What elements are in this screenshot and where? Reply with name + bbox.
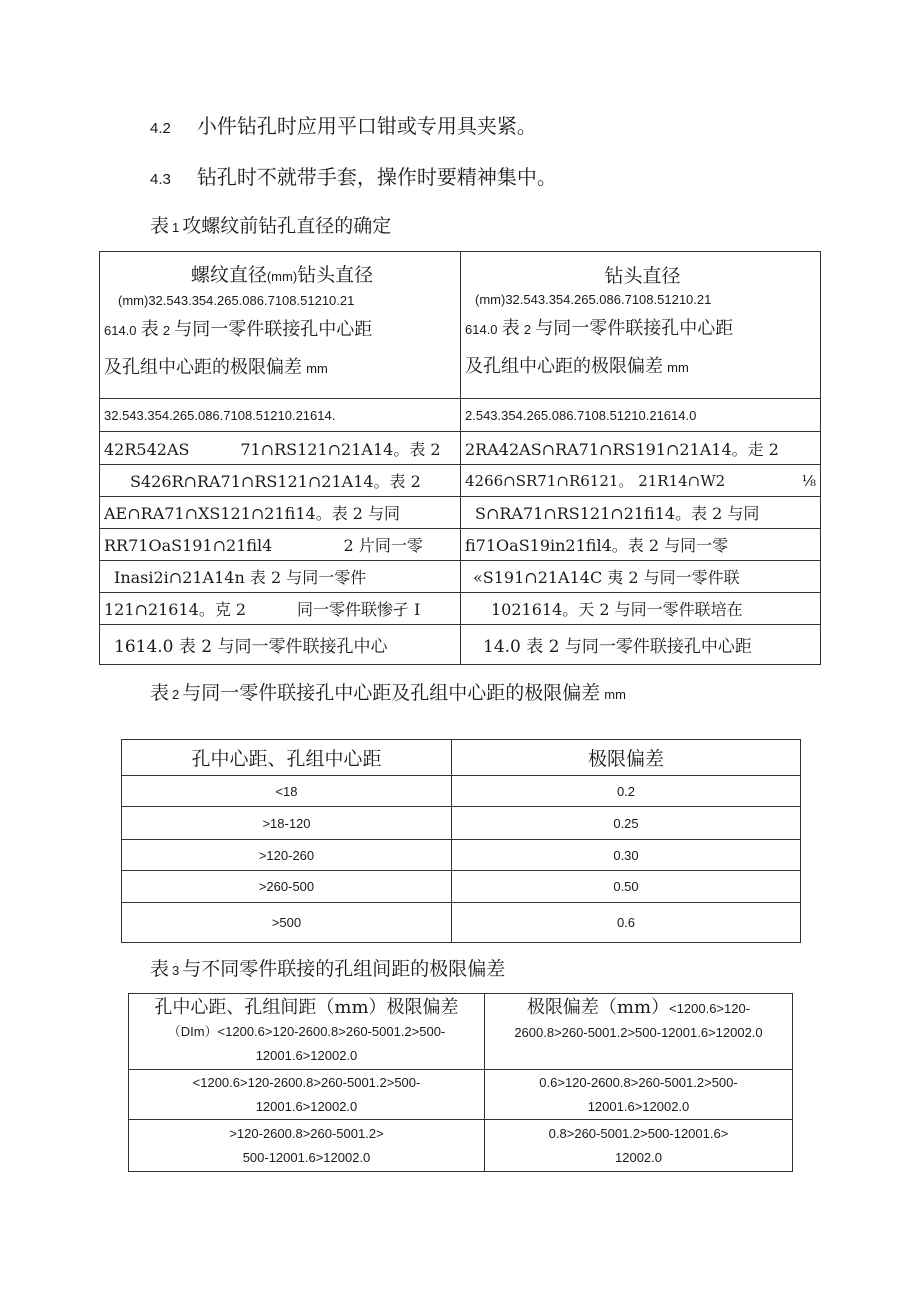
title-unit: (mm): [266, 269, 298, 284]
column-header: 极限偏差: [452, 740, 801, 776]
table-cell: >500: [122, 903, 452, 943]
header-line: 12001.6>12002.0: [255, 1047, 358, 1063]
cell-line: <1200.6>120-2600.8>260-5001.2>500-: [192, 1074, 421, 1090]
header-line: [104, 350, 460, 388]
table-cell: 0.25: [452, 807, 801, 840]
paragraph-4-3: [150, 165, 557, 192]
table3-header-left: [129, 994, 485, 1070]
table2-header-row: [122, 740, 801, 776]
caption-text: 与同一零件联接孔中心距及孔组中心距的极限偏差: [182, 682, 601, 704]
line-part: 表: [501, 318, 520, 339]
table-cell: 32.543.354.265.086.7108.51210.21614.: [100, 399, 461, 432]
line-part: 与同一零件联接孔中心距: [535, 318, 734, 339]
table-row: [122, 903, 801, 943]
table-cell: Inasi2i∩21A14n 表 2 与同一零件: [100, 561, 461, 593]
column-header: 孔中心距、孔组中心距: [122, 740, 452, 776]
table1-caption: [150, 214, 391, 240]
caption-unit: mm: [604, 687, 626, 702]
header-line: (mm)32.543.354.265.086.7108.51210.21: [475, 292, 712, 307]
header-line: [465, 349, 820, 387]
table-cell: S∩RA71∩RS121∩21fi14。表 2 与同: [461, 497, 821, 529]
table-cell: [129, 1070, 485, 1120]
table1-header-right: [461, 252, 821, 399]
line-part: 及孔组中心距的极限偏差: [104, 357, 302, 378]
header-title: 钻头直径: [604, 265, 681, 287]
table-row: [129, 1070, 793, 1120]
table-cell: >18-120: [122, 807, 452, 840]
table-cell: 0.30: [452, 840, 801, 871]
line-part: 2: [523, 322, 532, 337]
title-part: 螺纹直径: [190, 264, 267, 286]
paragraph-4-2: [150, 114, 537, 141]
table-cell: 4266∩SR71∩R6121。 21R14∩W2 ⅛: [461, 465, 821, 497]
header-line: （DIm）<1200.6>120-2600.8>260-5001.2>500-: [167, 1023, 446, 1039]
table-row: [100, 497, 821, 529]
table-row: [100, 399, 821, 432]
table-cell: AE∩RA71∩XS121∩21fi14。表 2 与同: [100, 497, 461, 529]
drill-diameter-table: [99, 251, 821, 665]
header-line: 孔中心距、孔组间距（mm）极限偏差: [154, 996, 459, 1018]
title-part: 钻头直径: [297, 264, 374, 286]
table-cell: [485, 1120, 793, 1172]
table-row: [100, 465, 821, 497]
paragraph-number: 4.3: [150, 171, 171, 188]
table-row: [100, 432, 821, 465]
caption-number: 1: [172, 220, 180, 235]
table-cell: 2.543.354.265.086.7108.51210.21614.0: [461, 399, 821, 432]
table-cell: 0.6: [452, 903, 801, 943]
cell-line: >120-2600.8>260-5001.2>: [229, 1125, 384, 1141]
table-row: [122, 840, 801, 871]
table-cell: «S191∩21A14C 夷 2 与同一零件联: [461, 561, 821, 593]
line-part: mm: [667, 360, 689, 375]
line-part: mm: [306, 361, 328, 376]
caption-prefix: 表: [150, 215, 170, 237]
caption-prefix: 表: [150, 958, 170, 980]
table-cell: 0.50: [452, 871, 801, 903]
caption-prefix: 表: [150, 682, 170, 704]
table-cell: S426R∩RA71∩RS121∩21A14。表 2: [100, 465, 461, 497]
line-part: 614.0: [104, 323, 137, 338]
table-row: [100, 625, 821, 665]
table-row: [100, 593, 821, 625]
header-line: <1200.6>120-: [669, 1001, 751, 1016]
table-cell: 1614.0 表 2 与同一零件联接孔中心: [100, 625, 461, 665]
header-title: [104, 262, 460, 290]
caption-number: 3: [172, 963, 180, 978]
table-cell: fi71OaS19in21fil4。表 2 与同一零: [461, 529, 821, 561]
line-part: 表: [140, 319, 159, 340]
cell-line: 0.6>120-2600.8>260-5001.2>500-: [539, 1074, 738, 1090]
header-line: 2600.8>260-5001.2>500-12001.6>12002.0: [514, 1025, 763, 1040]
caption-text: 与不同零件联接的孔组间距的极限偏差: [182, 958, 506, 980]
line-part: 2: [162, 323, 171, 338]
hole-distance-tolerance-table: [121, 739, 801, 943]
table2-caption: [150, 681, 626, 707]
header-line: 极限偏差（mm）: [526, 997, 670, 1018]
table1-header-left: [100, 252, 461, 399]
table-cell: 42R542AS 71∩RS121∩21A14。表 2: [100, 432, 461, 465]
paragraph-text: 钻孔时不就带手套，操作时要精神集中。: [196, 165, 557, 189]
hole-group-spacing-tolerance-table: [128, 993, 793, 1172]
cell-line: 12001.6>12002.0: [255, 1098, 358, 1114]
header-line: [104, 312, 460, 350]
table-cell: 1021614。天 2 与同一零件联培在: [461, 593, 821, 625]
table-row: [129, 1120, 793, 1172]
line-part: 614.0: [465, 322, 498, 337]
table-cell: 14.0 表 2 与同一零件联接孔中心距: [461, 625, 821, 665]
table-row: [100, 561, 821, 593]
cell-line: 500-12001.6>12002.0: [242, 1149, 371, 1165]
table3-caption: [150, 957, 505, 983]
cell-line: 0.8>260-5001.2>500-12001.6>: [548, 1125, 729, 1141]
line-part: 与同一零件联接孔中心距: [174, 319, 373, 340]
cell-line: 12001.6>12002.0: [587, 1098, 690, 1114]
paragraph-number: 4.2: [150, 120, 171, 137]
table-row: [122, 871, 801, 903]
table-row: [122, 776, 801, 807]
table-cell: 121∩21614。克 2 同一零件联惨孑 I: [100, 593, 461, 625]
table1-header-row: [100, 252, 821, 399]
table-cell: 0.2: [452, 776, 801, 807]
table-cell: 2RA42AS∩RA71∩RS191∩21A14。走 2: [461, 432, 821, 465]
table-row: [100, 529, 821, 561]
caption-number: 2: [172, 687, 180, 702]
table-cell: [129, 1120, 485, 1172]
table3-header-row: [129, 994, 793, 1070]
table-cell: >120-260: [122, 840, 452, 871]
line-part: 及孔组中心距的极限偏差: [465, 356, 663, 377]
table-cell: RR71OaS191∩21fil4 2 片同一零: [100, 529, 461, 561]
table-cell: >260-500: [122, 871, 452, 903]
caption-text: 攻螺纹前钻孔直径的确定: [182, 215, 392, 237]
table-cell: <18: [122, 776, 452, 807]
cell-line: 12002.0: [615, 1149, 662, 1165]
table3-header-right: [485, 994, 793, 1070]
paragraph-text: 小件钻孔时应用平口钳或专用具夹紧。: [196, 114, 537, 138]
table-cell: [485, 1070, 793, 1120]
table-row: [122, 807, 801, 840]
header-line: (mm)32.543.354.265.086.7108.51210.21: [118, 293, 355, 308]
header-line: [465, 311, 820, 349]
